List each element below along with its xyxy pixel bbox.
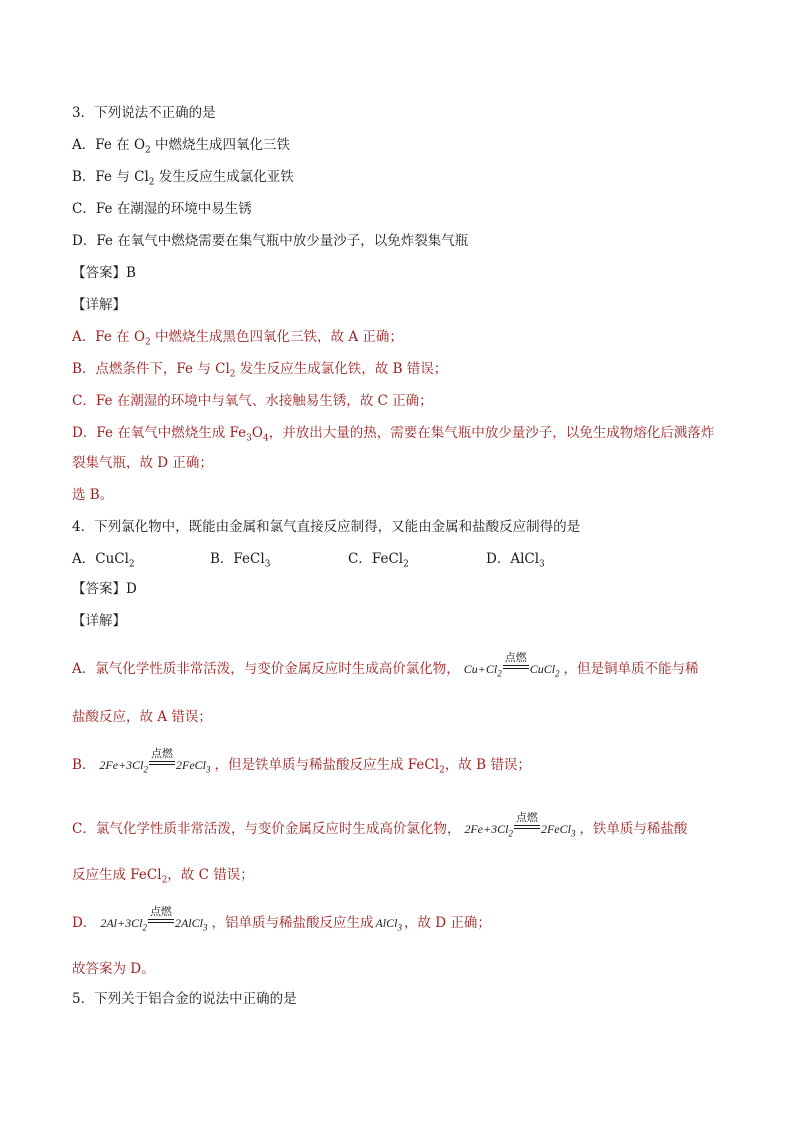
q4-detail-title: 【详解】 (72, 613, 126, 629)
q3-option-d: D．Fe 在氧气中燃烧需要在集气瓶中放少量沙子，以免炸裂集气瓶 (72, 233, 469, 249)
q3-conclusion: 选 B。 (72, 487, 114, 503)
q3-answer: 【答案】B (72, 265, 136, 281)
chem-alcl3: AlCl$_3$ (375, 916, 402, 933)
q4-explain-c: C．氯气化学性质非常活泼，与变价金属反应时生成高价氯化物， $2Fe+3Cl_2$ 点燃 2FeCl$_3$ ，铁单质与稀盐酸 (72, 811, 688, 839)
q4-explain-b: B． $2Fe+3Cl_2$ 点燃 2FeCl$_3$ ，但是铁单质与稀盐酸反应生成 FeCl$_2$，故 B 错误； (72, 747, 531, 776)
q4-conclusion: 故答案为 D。 (72, 961, 155, 977)
equation-fe-cl2-c: $2Fe+3Cl_2$ 点燃 2FeCl$_3$ (464, 811, 576, 839)
reaction-arrow: 点燃 (514, 825, 540, 835)
q4-option-b: B．FeCl$_3$ (210, 551, 271, 570)
q3-explain-a: A．Fe 在 $O_2$ 中燃烧生成黑色四氧化三铁，故 A 正确； (72, 329, 403, 348)
q3-stem: 3．下列说法不正确的是 (72, 105, 216, 121)
q4-explain-a-cont: 盐酸反应，故 A 错误； (72, 709, 212, 725)
q4-option-a: A．CuCl$_2$ (72, 551, 135, 570)
reaction-arrow: 点燃 (148, 919, 174, 929)
q3-explain-b: B．点燃条件下，Fe 与 $Cl_2$ 发生反应生成氯化铁，故 B 错误； (72, 361, 448, 380)
equation-cu-cl2: $Cu+Cl_2$ 点燃 CuCl$_2$ (463, 651, 560, 679)
q3-option-c: C．Fe 在潮湿的环境中易生锈 (72, 201, 252, 217)
q3-explain-c: C．Fe 在潮湿的环境中与氧气、水接触易生锈，故 C 正确； (72, 393, 433, 409)
q3-option-a: A．Fe 在 $O_2$ 中燃烧生成四氧化三铁 (72, 137, 291, 156)
q5-stem: 5．下列关于铝合金的说法中正确的是 (72, 991, 297, 1007)
equation-al-cl2: $2Al+3Cl_2$ 点燃 2AlCl$_3$ (100, 905, 208, 933)
q4-answer: 【答案】D (72, 581, 137, 597)
q3-explain-d: D．Fe 在氧气中燃烧生成 $Fe_3O_4$，并放出大量的热，需要在集气瓶中放少量沙子，以免生成物熔化后溅落炸 (72, 425, 715, 444)
q4-explain-c-cont: 反应生成 FeCl$_2$，故 C 错误； (72, 867, 254, 886)
q4-option-c: C．FeCl$_2$ (348, 551, 409, 570)
q4-option-d: D．AlCl$_3$ (486, 551, 545, 570)
reaction-arrow: 点燃 (149, 761, 175, 771)
q4-explain-a: A．氯气化学性质非常活泼，与变价金属反应时生成高价氯化物， $Cu+Cl_2$ 点燃 CuCl$_2$ ，但是铜单质不能与稀 (72, 651, 699, 679)
q4-stem: 4．下列氯化物中，既能由金属和氯气直接反应制得，又能由金属和盐酸反应制得的是 (72, 519, 581, 535)
q3-detail-title: 【详解】 (72, 297, 126, 313)
reaction-arrow: 点燃 (503, 665, 529, 675)
q3-explain-d-cont: 裂集气瓶，故 D 正确； (72, 455, 213, 471)
q3-option-b: B．Fe 与 $Cl_2$ 发生反应生成氯化亚铁 (72, 169, 294, 188)
equation-fe-cl2: $2Fe+3Cl_2$ 点燃 2FeCl$_3$ (99, 747, 211, 775)
q4-explain-d: D． $2Al+3Cl_2$ 点燃 2AlCl$_3$ ，铝单质与稀盐酸反应生成 AlCl$_3$ ，故 D 正确； (72, 905, 491, 933)
